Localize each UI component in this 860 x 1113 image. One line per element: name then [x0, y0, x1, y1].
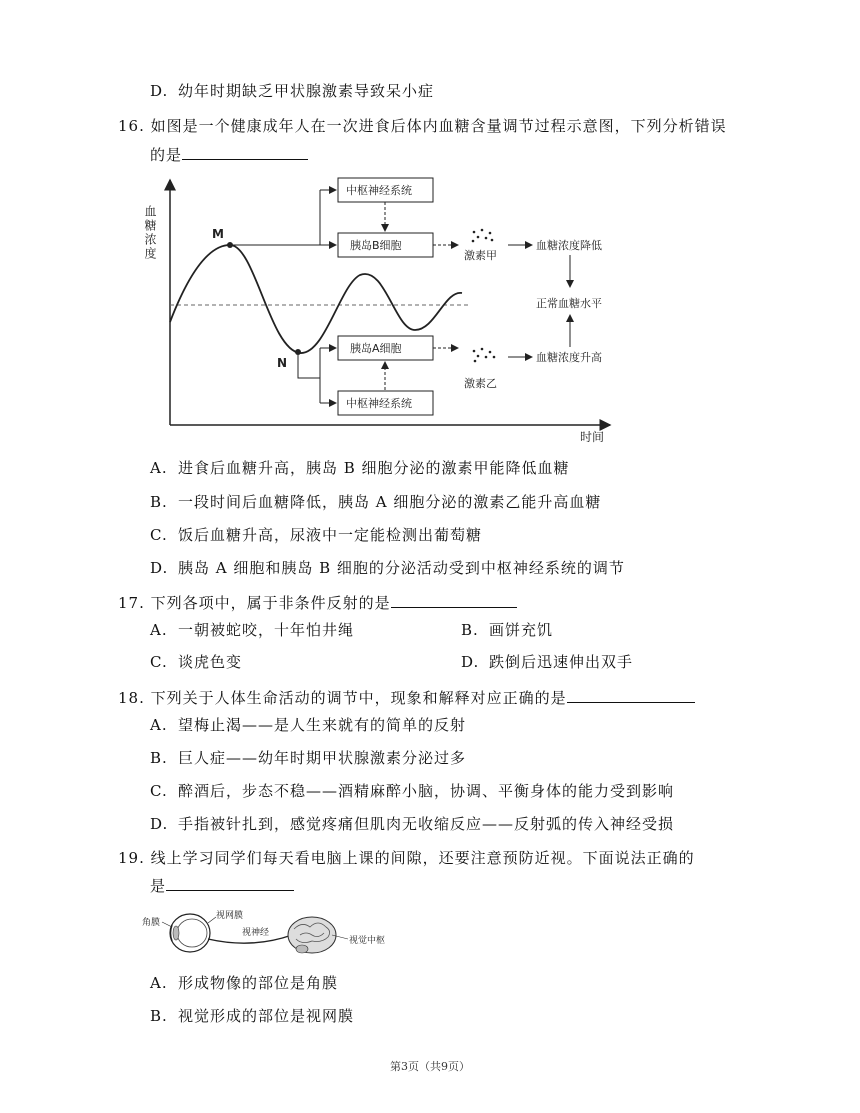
- option-text: 视觉形成的部位是视网膜: [178, 1007, 355, 1025]
- q16-option-b[interactable]: [150, 492, 601, 512]
- answer-blank[interactable]: [391, 593, 517, 608]
- option-letter: B.: [150, 1007, 168, 1025]
- option-letter: D.: [150, 559, 169, 577]
- q18-option-b[interactable]: [150, 748, 466, 768]
- point-n-label: N: [277, 356, 288, 370]
- option-letter: C.: [150, 653, 168, 671]
- hormone-b-dots: [473, 348, 496, 363]
- question-number: 17.: [118, 594, 145, 612]
- option-text: 跌倒后迅速伸出双手: [489, 653, 634, 671]
- option-letter: C.: [150, 782, 168, 800]
- label-retina: 视网膜: [216, 911, 244, 921]
- question-number: 18.: [118, 689, 145, 707]
- option-letter: D.: [150, 82, 169, 100]
- option-text: 一朝被蛇咬，十年怕井绳: [178, 621, 355, 639]
- question-number: 16.: [118, 117, 145, 135]
- question-stem: 线上学习同学们每天看电脑上课的间隙，还要注意预防近视。下面说法正确的: [150, 849, 695, 867]
- option-letter: B.: [150, 749, 168, 767]
- question-number: 19.: [118, 849, 145, 867]
- option-letter: A.: [150, 459, 168, 477]
- option-text: 胰岛 A 细胞和胰岛 B 细胞的分泌活动受到中枢神经系统的调节: [178, 559, 625, 577]
- option-text: 形成物像的部位是角膜: [178, 974, 339, 992]
- option-text: 一段时间后血糖降低，胰岛 A 细胞分泌的激素乙能升高血糖: [178, 493, 602, 511]
- question-stem: 如图是一个健康成年人在一次进食后体内血糖含量调节过程示意图，下列分析错误: [150, 117, 727, 135]
- option-letter: C.: [150, 526, 168, 544]
- option-d-prev: [150, 81, 434, 101]
- y-axis-label: 血糖浓度: [143, 205, 157, 261]
- box-cns-top-label: 中枢神经系统: [346, 184, 412, 197]
- question-stem: 下列各项中，属于非条件反射的是: [150, 594, 391, 612]
- answer-blank[interactable]: [166, 876, 294, 891]
- q16-option-a[interactable]: [150, 458, 570, 478]
- result-down-label: 血糖浓度降低: [536, 239, 602, 252]
- q18-option-c[interactable]: [150, 781, 674, 801]
- q19-stem-line2: [150, 876, 294, 896]
- point-m-label: M: [212, 227, 224, 241]
- q16-option-c[interactable]: [150, 525, 482, 545]
- option-letter: D.: [150, 815, 169, 833]
- q18-option-d[interactable]: [150, 814, 674, 834]
- q19-stem-line1: [118, 848, 695, 868]
- brain-icon: [288, 917, 336, 953]
- option-text: 望梅止渴——是人生来就有的简单的反射: [178, 716, 467, 734]
- option-letter: A.: [150, 974, 168, 992]
- box-cns-bottom-label: 中枢神经系统: [346, 397, 412, 410]
- q18-option-a[interactable]: [150, 715, 466, 735]
- q18-stem: [118, 688, 695, 708]
- label-visual-center: 视觉中枢: [349, 936, 386, 946]
- option-text: 醉酒后，步态不稳——酒精麻醉小脑，协调、平衡身体的能力受到影响: [178, 782, 675, 800]
- option-letter: D.: [461, 653, 480, 671]
- blood-sugar-figure: [140, 175, 620, 445]
- eye-brain-figure: [142, 905, 402, 965]
- option-text: 巨人症——幼年时期甲状腺激素分泌过多: [178, 749, 467, 767]
- q19-option-a[interactable]: [150, 973, 338, 993]
- option-letter: B.: [461, 621, 479, 639]
- option-letter: A.: [150, 716, 168, 734]
- option-text: 手指被针扎到，感觉疼痛但肌肉无收缩反应——反射弧的传入神经受损: [178, 815, 675, 833]
- box-islet-a-label: 胰岛A细胞: [350, 342, 402, 355]
- hormone-a-label: 激素甲: [464, 249, 497, 262]
- q17-stem: [118, 593, 517, 613]
- q17-option-d[interactable]: [461, 652, 633, 672]
- page-footer: 第3页（共9页）: [390, 1060, 470, 1073]
- option-text: 饭后血糖升高，尿液中一定能检测出葡萄糖: [178, 526, 483, 544]
- hormone-b-label: 激素乙: [464, 377, 497, 390]
- hormone-a-dots: [472, 229, 494, 243]
- option-text: 谈虎色变: [178, 653, 243, 671]
- q16-option-d[interactable]: [150, 558, 625, 578]
- q19-option-b[interactable]: [150, 1006, 354, 1026]
- option-text: 进食后血糖升高，胰岛 B 细胞分泌的激素甲能降低血糖: [178, 459, 570, 477]
- question-stem: 下列关于人体生命活动的调节中，现象和解释对应正确的是: [150, 689, 567, 707]
- q17-option-b[interactable]: [461, 620, 553, 640]
- option-letter: B.: [150, 493, 168, 511]
- x-axis-label: 时间: [580, 430, 605, 444]
- answer-blank[interactable]: [567, 688, 695, 703]
- connector-n: [298, 352, 320, 378]
- q16-stem-line1: [118, 116, 727, 136]
- question-stem-cont: 是: [150, 877, 167, 895]
- result-up-label: 血糖浓度升高: [536, 351, 602, 364]
- question-stem-cont: 的是: [150, 146, 183, 164]
- result-normal-label: 正常血糖水平: [536, 297, 602, 310]
- q17-option-a[interactable]: [150, 620, 354, 640]
- option-letter: A.: [150, 621, 168, 639]
- label-optic-nerve: 视神经: [242, 928, 270, 938]
- q16-stem-line2: [150, 145, 308, 165]
- option-text: 画饼充饥: [489, 621, 554, 639]
- box-islet-b-label: 胰岛B细胞: [350, 239, 402, 252]
- label-cornea: 角膜: [142, 918, 161, 928]
- answer-blank[interactable]: [182, 145, 308, 160]
- q17-option-c[interactable]: [150, 652, 242, 672]
- option-text: 幼年时期缺乏甲状腺激素导致呆小症: [178, 82, 435, 100]
